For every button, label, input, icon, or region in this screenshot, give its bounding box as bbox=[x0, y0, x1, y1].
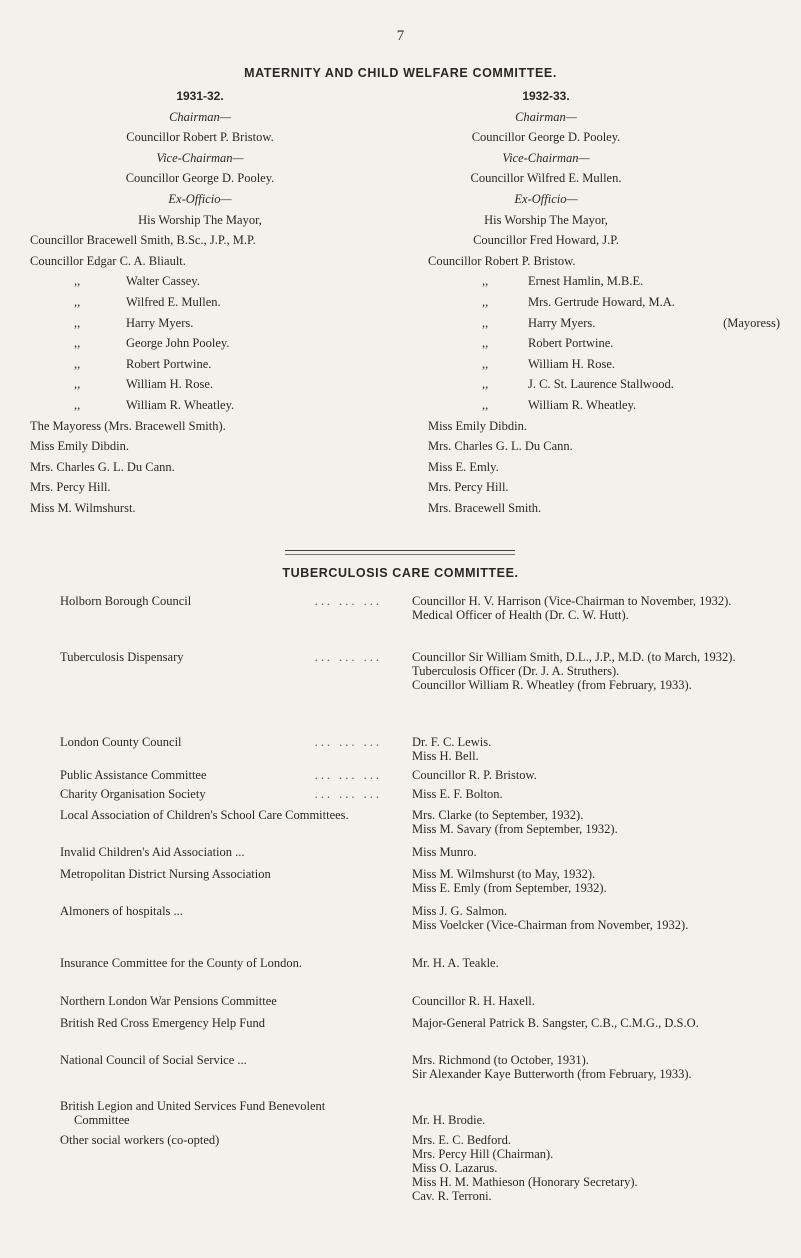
tuberculosis-committee-heading: TUBERCULOSIS CARE COMMITTEE. bbox=[282, 566, 519, 580]
organisation-name: Metropolitan District Nursing Association bbox=[60, 867, 271, 881]
member-entry bbox=[428, 333, 790, 354]
member-entry: Councillor Edgar C. A. Bliault. bbox=[30, 253, 186, 268]
organisation-name: Northern London War Pensions Committee bbox=[60, 994, 277, 1008]
representatives bbox=[412, 735, 784, 763]
representatives bbox=[412, 787, 784, 801]
ditto-mark: ,, bbox=[482, 315, 489, 330]
member-entry: Councillor Bracewell Smith, B.Sc., J.P., M.P. bbox=[30, 233, 256, 248]
representative: Miss J. G. Salmon. bbox=[412, 904, 508, 918]
ditto-mark: ,, bbox=[74, 397, 81, 412]
representatives bbox=[412, 994, 784, 1008]
representative: Tuberculosis Officer (Dr. J. A. Struthers). bbox=[412, 664, 620, 678]
member-entry: Mrs. Charles G. L. Du Cann. bbox=[30, 459, 175, 474]
organisation-name: Public Assistance Committee ... ... ... bbox=[60, 768, 382, 782]
member-entry: Mrs. Percy Hill. bbox=[30, 480, 111, 495]
representative: Mr. H. A. Teakle. bbox=[412, 956, 499, 970]
ditto-mark: ,, bbox=[74, 377, 81, 392]
representative: Councillor H. V. Harrison (Vice-Chairman to November, 1932). bbox=[412, 594, 732, 608]
ex-officio-label: Ex-Officio— bbox=[168, 191, 232, 206]
representatives bbox=[412, 1113, 784, 1127]
representatives bbox=[412, 594, 784, 622]
representative: Medical Officer of Health (Dr. C. W. Hutt). bbox=[412, 608, 629, 622]
maternity-column-1932 bbox=[428, 86, 790, 518]
year-label: 1931-32. bbox=[176, 89, 224, 103]
representative: Miss E. F. Bolton. bbox=[412, 787, 503, 801]
organisation-name: Other social workers (co-opted) bbox=[60, 1133, 220, 1147]
member-entry: Miss Emily Dibdin. bbox=[30, 439, 129, 454]
member-entry: Miss M. Wilmshurst. bbox=[30, 500, 136, 515]
representative: Miss E. Emly (from September, 1932). bbox=[412, 881, 607, 895]
representative: Miss H. Bell. bbox=[412, 749, 479, 763]
member-entry bbox=[428, 292, 790, 313]
chairman-label: Chairman— bbox=[515, 109, 577, 124]
organisation-name: Charity Organisation Society ... ... ... bbox=[60, 787, 382, 801]
maternity-column-1931 bbox=[30, 86, 370, 518]
organisation-name: Local Association of Children's School Care Committees. bbox=[60, 808, 349, 822]
representative: Miss Voelcker (Vice-Chairman from November, 1932). bbox=[412, 918, 689, 932]
member-name: Ernest Hamlin, M.B.E. bbox=[528, 274, 644, 289]
ditto-mark: ,, bbox=[482, 336, 489, 351]
vice-chairman-name: Councillor George D. Pooley. bbox=[125, 171, 275, 186]
member-name: William R. Wheatley. bbox=[126, 397, 235, 412]
representative: Miss M. Savary (from September, 1932). bbox=[412, 822, 618, 836]
member-entry: The Mayoress (Mrs. Bracewell Smith). bbox=[30, 418, 226, 433]
ditto-mark: ,, bbox=[74, 294, 81, 309]
representative: Mr. H. Brodie. bbox=[412, 1113, 486, 1127]
chairman-label: Chairman— bbox=[169, 109, 231, 124]
representatives bbox=[412, 867, 784, 895]
member-name: Robert Portwine. bbox=[528, 336, 614, 351]
member-entry: Mrs. Bracewell Smith. bbox=[428, 500, 542, 515]
representative: Mrs. E. C. Bedford. bbox=[412, 1133, 511, 1147]
ditto-mark: ,, bbox=[482, 274, 489, 289]
member-name: Harry Myers. bbox=[126, 315, 194, 330]
representatives bbox=[412, 904, 784, 932]
representative: Councillor R. P. Bristow. bbox=[412, 768, 537, 782]
representatives bbox=[412, 808, 784, 836]
chairman-name: Councillor Robert P. Bristow. bbox=[126, 130, 274, 145]
leader-dots: ... ... ... bbox=[314, 787, 382, 801]
representative: Major-General Patrick B. Sangster, C.B., C.M.G., D.S.O. bbox=[412, 1016, 699, 1030]
member-entry: Mrs. Charles G. L. Du Cann. bbox=[428, 439, 573, 454]
representative: Mrs. Richmond (to October, 1931). bbox=[412, 1053, 589, 1067]
section-divider bbox=[285, 550, 515, 551]
member-entry bbox=[428, 354, 790, 375]
member-entry: Mrs. Percy Hill. bbox=[428, 480, 509, 495]
leader-dots: ... ... ... bbox=[314, 594, 382, 608]
member-entry: Miss Emily Dibdin. bbox=[428, 418, 527, 433]
organisation-name: Holborn Borough Council ... ... ... bbox=[60, 594, 382, 608]
chairman-name: Councillor George D. Pooley. bbox=[471, 130, 621, 145]
representative: Councillor Sir William Smith, D.L., J.P., M.D. (to March, 1932). bbox=[412, 650, 736, 664]
member-name: William H. Rose. bbox=[126, 377, 213, 392]
organisation-name: British Red Cross Emergency Help Fund bbox=[60, 1016, 265, 1030]
member-name: Harry Myers. bbox=[528, 315, 596, 330]
member-entry bbox=[30, 333, 370, 354]
organisation-name: British Legion and United Services Fund Benevolent Committee bbox=[60, 1099, 326, 1127]
member-entry bbox=[30, 271, 370, 292]
member-name: Wilfred E. Mullen. bbox=[126, 294, 221, 309]
representative: Miss Munro. bbox=[412, 845, 477, 859]
member-name: George John Pooley. bbox=[126, 336, 230, 351]
leader-dots: ... ... ... bbox=[314, 735, 382, 749]
organisation-name: Tuberculosis Dispensary ... ... ... bbox=[60, 650, 382, 664]
leader-dots: ... ... ... bbox=[314, 650, 382, 664]
member-name: William H. Rose. bbox=[528, 356, 615, 371]
representatives bbox=[412, 956, 784, 970]
representatives bbox=[412, 1016, 784, 1030]
vice-chairman-name: Councillor Wilfred E. Mullen. bbox=[470, 171, 622, 186]
representative: Mrs. Clarke (to September, 1932). bbox=[412, 808, 584, 822]
ditto-mark: ,, bbox=[74, 356, 81, 371]
maternity-committee-heading: MATERNITY AND CHILD WELFARE COMMITTEE. bbox=[244, 66, 557, 80]
page-number: 7 bbox=[396, 28, 405, 44]
member-name: J. C. St. Laurence Stallwood. bbox=[528, 377, 674, 392]
representative: Miss M. Wilmshurst (to May, 1932). bbox=[412, 867, 596, 881]
member-name: Mrs. Gertrude Howard, M.A. bbox=[528, 294, 675, 309]
representatives bbox=[412, 768, 784, 782]
member-entry bbox=[30, 354, 370, 375]
representatives bbox=[412, 650, 784, 692]
representatives bbox=[412, 1053, 784, 1081]
ditto-mark: ,, bbox=[74, 274, 81, 289]
member-entry: Miss E. Emly. bbox=[428, 459, 499, 474]
member-entry bbox=[428, 374, 790, 395]
ditto-mark: ,, bbox=[482, 397, 489, 412]
member-name: Robert Portwine. bbox=[126, 356, 212, 371]
organisation-name: Almoners of hospitals ... bbox=[60, 904, 183, 918]
representatives bbox=[412, 845, 784, 859]
vice-chairman-label: Vice-Chairman— bbox=[502, 150, 590, 165]
organisation-name: Invalid Children's Aid Association ... bbox=[60, 845, 245, 859]
member-entry bbox=[30, 313, 370, 334]
mayoress-note: (Mayoress) bbox=[723, 315, 780, 330]
organisation-name: Insurance Committee for the County of London. bbox=[60, 956, 302, 970]
member-entry bbox=[30, 374, 370, 395]
member-name: William R. Wheatley. bbox=[528, 397, 637, 412]
member-entry bbox=[30, 292, 370, 313]
representative: Councillor William R. Wheatley (from February, 1933). bbox=[412, 678, 692, 692]
representative: Sir Alexander Kaye Butterworth (from February, 1933). bbox=[412, 1067, 692, 1081]
vice-chairman-label: Vice-Chairman— bbox=[156, 150, 244, 165]
member-entry: Councillor Robert P. Bristow. bbox=[428, 253, 576, 268]
member-entry bbox=[30, 395, 370, 416]
member-entry bbox=[428, 271, 790, 292]
ditto-mark: ,, bbox=[74, 336, 81, 351]
representative: Dr. F. C. Lewis. bbox=[412, 735, 492, 749]
organisation-name: London County Council ... ... ... bbox=[60, 735, 382, 749]
ditto-mark: ,, bbox=[482, 377, 489, 392]
representative: Miss H. M. Mathieson (Honorary Secretary). bbox=[412, 1175, 638, 1189]
member-entry: Councillor Fred Howard, J.P. bbox=[473, 233, 619, 248]
representative: Cav. R. Terroni. bbox=[412, 1189, 492, 1203]
ditto-mark: ,, bbox=[74, 315, 81, 330]
ex-officio-label: Ex-Officio— bbox=[514, 191, 578, 206]
member-entry bbox=[428, 395, 790, 416]
section-divider bbox=[285, 554, 515, 555]
representative: Miss O. Lazarus. bbox=[412, 1161, 498, 1175]
representative: Mrs. Percy Hill (Chairman). bbox=[412, 1147, 554, 1161]
mayor-entry: His Worship The Mayor, bbox=[484, 212, 608, 227]
mayor-entry: His Worship The Mayor, bbox=[138, 212, 262, 227]
ditto-mark: ,, bbox=[482, 294, 489, 309]
representatives bbox=[412, 1133, 784, 1203]
member-entry bbox=[428, 313, 790, 334]
member-name: Walter Cassey. bbox=[126, 274, 200, 289]
organisation-name: National Council of Social Service ... bbox=[60, 1053, 247, 1067]
representative: Councillor R. H. Haxell. bbox=[412, 994, 535, 1008]
ditto-mark: ,, bbox=[482, 356, 489, 371]
year-label: 1932-33. bbox=[522, 89, 570, 103]
leader-dots: ... ... ... bbox=[314, 768, 382, 782]
